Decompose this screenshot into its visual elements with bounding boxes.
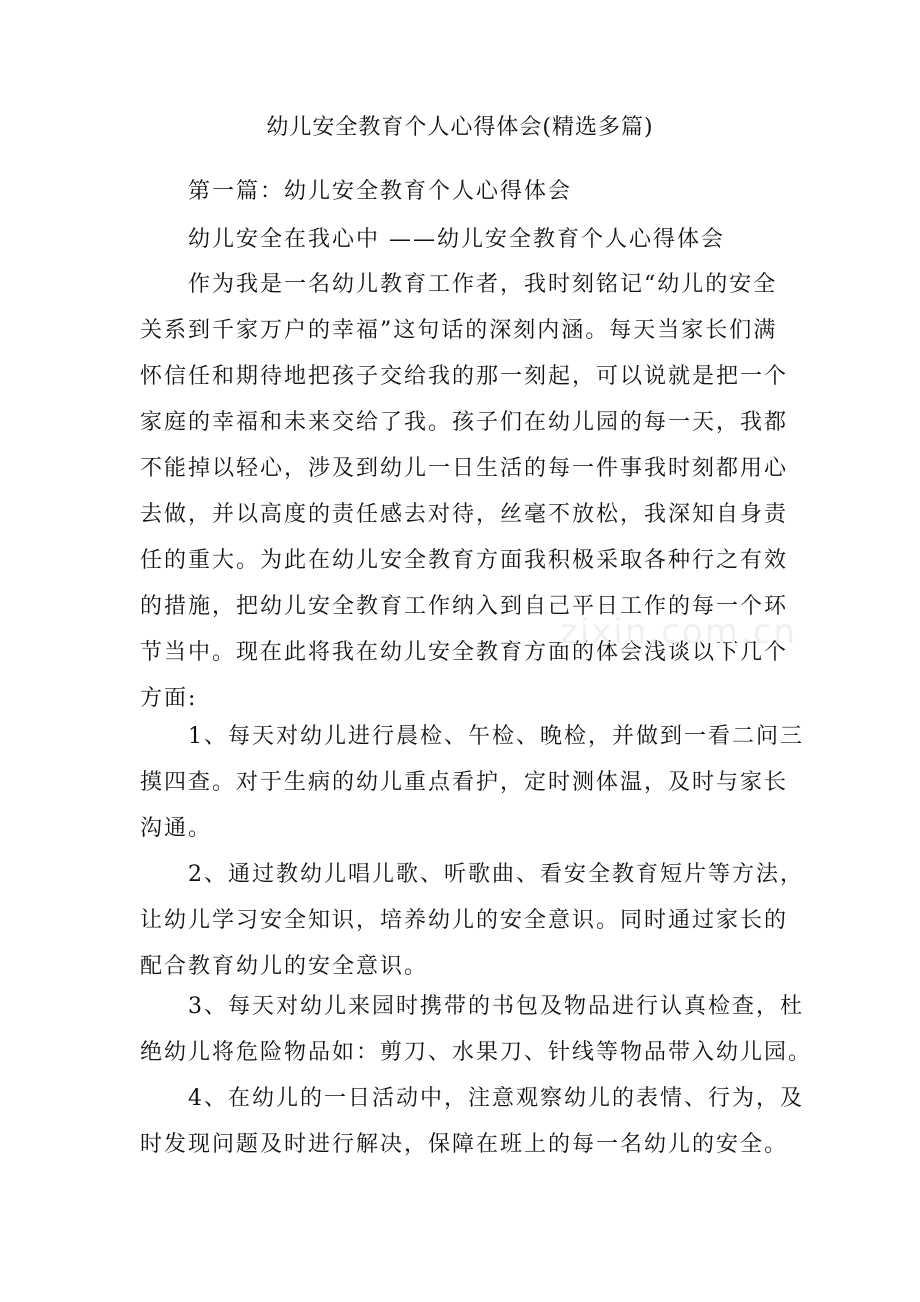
paragraph-line: 家庭的幸福和未来交给了我。孩子们在幼儿园的每一天，我都 [140,410,789,435]
list-item-line: 2、通过教幼儿唱儿歌、听歌曲、看安全教育短片等方法， [188,862,804,887]
paragraph-line: 节当中。现在此将我在幼儿安全教育方面的体会浅谈以下几个 [140,640,789,665]
subtitle: 幼儿安全在我心中 ——幼儿安全教育个人心得体会 [188,227,725,252]
list-item-line: 配合教育幼儿的安全意识。 [140,954,429,979]
list-item-line: 绝幼儿将危险物品如：剪刀、水果刀、针线等物品带入幼儿园。 [140,1040,813,1065]
list-item-line: 4、在幼儿的一日活动中，注意观察幼儿的表情、行为，及 [188,1086,804,1111]
list-item-line: 1、每天对幼儿进行晨检、午检、晚检，并做到一看二问三 [188,724,804,749]
document-title: 幼儿安全教育个人心得体会(精选多篇) [266,115,654,140]
paragraph-line: 怀信任和期待地把孩子交给我的那一刻起，可以说就是把一个 [140,364,789,389]
list-item-line: 沟通。 [140,816,213,841]
list-item-line: 3、每天对幼儿来园时携带的书包及物品进行认真检查，杜 [188,994,804,1019]
paragraph-line: 作为我是一名幼儿教育工作者，我时刻铭记“幼儿的安全 [188,272,778,297]
paragraph-line: 方面: [140,686,198,711]
paragraph-line: 去做，并以高度的责任感去对待，丝毫不放松，我深知自身责 [140,502,789,527]
list-item-line: 时发现问题及时进行解决，保障在班上的每一名幼儿的安全。 [140,1132,789,1157]
paragraph-line: 的措施，把幼儿安全教育工作纳入到自己平日工作的每一个环 [140,594,789,619]
section-heading: 第一篇：幼儿安全教育个人心得体会 [188,179,573,204]
list-item-line: 摸四查。对于生病的幼儿重点看护，定时测体温，及时与家长 [140,770,789,795]
paragraph-line: 关系到千家万户的幸福”这句话的深刻内涵。每天当家长们满 [140,318,778,343]
list-item-line: 让幼儿学习安全知识，培养幼儿的安全意识。同时通过家长的 [140,908,789,933]
paragraph-line: 任的重大。为此在幼儿安全教育方面我积极采取各种行之有效 [140,548,789,573]
watermark: zixin.com.cn [560,612,797,652]
paragraph-line: 不能掉以轻心，涉及到幼儿一日生活的每一件事我时刻都用心 [140,456,789,481]
